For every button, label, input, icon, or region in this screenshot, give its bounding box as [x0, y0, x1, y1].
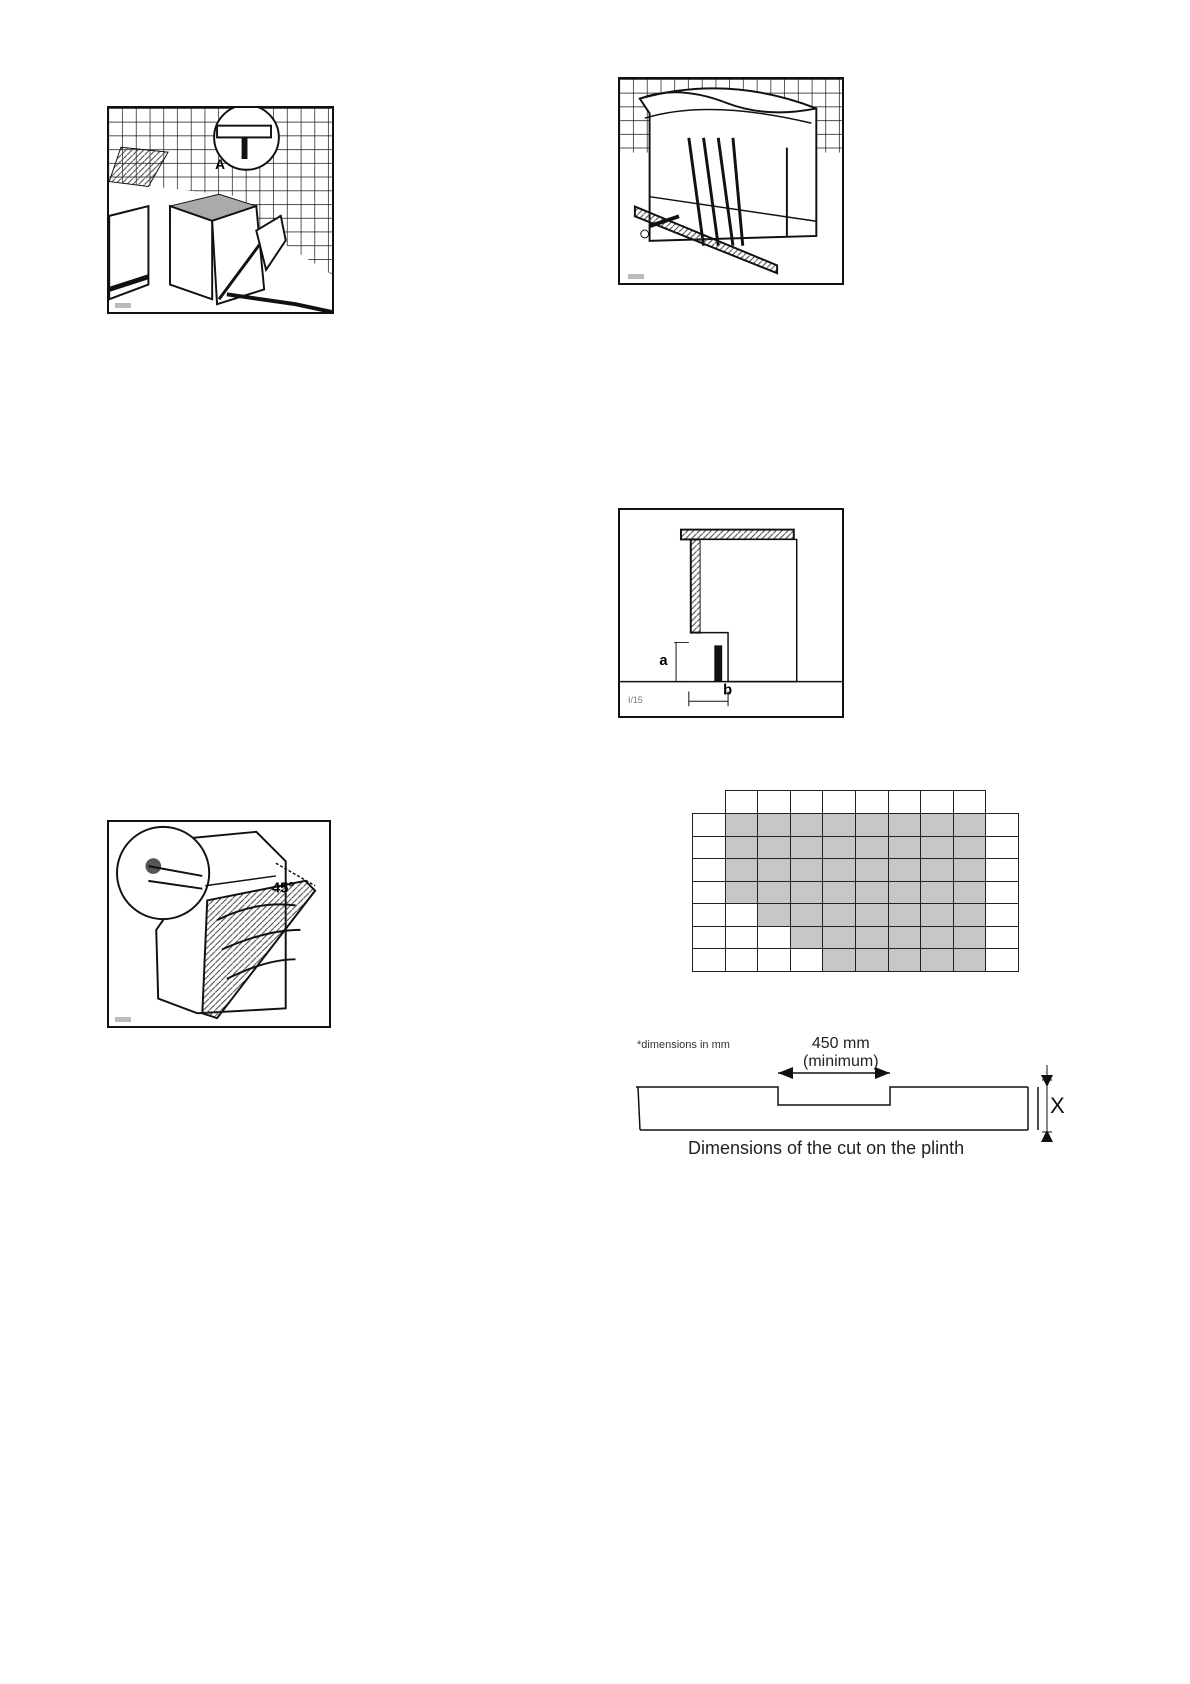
grid-header-cell — [888, 790, 922, 814]
grid-cell — [888, 836, 922, 860]
label-a: a — [659, 652, 668, 669]
figure-code-tag — [628, 274, 644, 279]
angle-label: 45° — [271, 880, 295, 897]
grid-header-cell — [725, 790, 759, 814]
grid-cell — [855, 881, 889, 905]
grid-cell — [985, 858, 1019, 882]
grid-cell — [888, 813, 922, 837]
grid-cell — [920, 948, 954, 972]
dimension-grid — [692, 790, 1018, 978]
cut-height-label: X — [1050, 1093, 1065, 1118]
grid-header-cell — [855, 790, 889, 814]
grid-cell — [790, 903, 824, 927]
grid-cell — [985, 948, 1019, 972]
grid-cell — [757, 836, 791, 860]
grid-cell — [822, 836, 856, 860]
grid-cell — [888, 926, 922, 950]
grid-cell — [757, 813, 791, 837]
figure-door-hinge — [107, 820, 331, 1028]
grid-cell — [985, 836, 1019, 860]
plinth-section-diagram — [620, 510, 842, 716]
grid-cell — [822, 903, 856, 927]
grid-cell — [822, 948, 856, 972]
label-A: A — [215, 156, 226, 172]
plinth-cut-diagram — [630, 1030, 1080, 1160]
figure-code-tag — [115, 303, 131, 308]
grid-cell — [790, 836, 824, 860]
grid-cell — [888, 903, 922, 927]
grid-cell — [920, 858, 954, 882]
grid-cell — [822, 813, 856, 837]
figure-cabinet-top-adjust — [107, 106, 334, 314]
grid-cell — [692, 926, 726, 950]
grid-cell — [953, 836, 987, 860]
plinth-cut-caption: Dimensions of the cut on the plinth — [688, 1138, 965, 1158]
grid-cell — [725, 903, 759, 927]
grid-cell — [855, 813, 889, 837]
grid-cell — [692, 836, 726, 860]
grid-cell — [953, 858, 987, 882]
grid-cell — [725, 858, 759, 882]
grid-cell — [692, 948, 726, 972]
door-hinge-illustration — [109, 822, 329, 1026]
grid-cell — [692, 813, 726, 837]
grid-cell — [920, 836, 954, 860]
figure-code-tag — [115, 1017, 131, 1022]
label-b: b — [723, 682, 733, 699]
grid-cell — [920, 926, 954, 950]
grid-cell — [822, 858, 856, 882]
grid-cell — [888, 948, 922, 972]
grid-cell — [822, 881, 856, 905]
grid-cell — [692, 881, 726, 905]
grid-cell — [920, 881, 954, 905]
grid-cell — [888, 858, 922, 882]
grid-cell — [692, 858, 726, 882]
grid-cell — [790, 813, 824, 837]
cut-width-qualifier: (minimum) — [803, 1053, 879, 1070]
grid-cell — [790, 881, 824, 905]
grid-cell — [953, 903, 987, 927]
grid-cell — [725, 926, 759, 950]
cut-width-value: 450 mm — [811, 1035, 870, 1052]
grid-cell — [725, 813, 759, 837]
grid-cell — [757, 948, 791, 972]
figure-plinth-mount — [618, 77, 844, 285]
grid-cell — [888, 881, 922, 905]
units-note: *dimensions in mm — [637, 1039, 730, 1051]
grid-cell — [757, 858, 791, 882]
grid-header-cell — [757, 790, 791, 814]
plinth-mount-illustration — [620, 79, 842, 283]
grid-cell — [725, 836, 759, 860]
cut-width-label — [803, 1035, 879, 1071]
grid-cell — [855, 836, 889, 860]
grid-header-cell — [953, 790, 987, 814]
grid-cell — [855, 948, 889, 972]
grid-cell — [985, 903, 1019, 927]
grid-cell — [953, 926, 987, 950]
grid-cell — [953, 813, 987, 837]
grid-cell — [855, 903, 889, 927]
grid-cell — [985, 926, 1019, 950]
grid-cell — [692, 903, 726, 927]
grid-header-cell — [822, 790, 856, 814]
grid-cell — [855, 926, 889, 950]
grid-cell — [822, 926, 856, 950]
cabinet-illustration — [109, 108, 332, 312]
grid-cell — [985, 881, 1019, 905]
grid-cell — [920, 903, 954, 927]
figure-code: I/15 — [628, 695, 643, 706]
figure-plinth-section — [618, 508, 844, 718]
grid-cell — [953, 881, 987, 905]
grid-cell — [790, 948, 824, 972]
grid-cell — [757, 926, 791, 950]
grid-cell — [790, 858, 824, 882]
grid-cell — [953, 948, 987, 972]
grid-cell — [757, 903, 791, 927]
grid-cell — [790, 926, 824, 950]
grid-cell — [855, 858, 889, 882]
grid-cell — [920, 813, 954, 837]
grid-cell — [985, 813, 1019, 837]
grid-cell — [725, 881, 759, 905]
grid-header-cell — [920, 790, 954, 814]
grid-header-cell — [790, 790, 824, 814]
grid-cell — [757, 881, 791, 905]
grid-cell — [725, 948, 759, 972]
